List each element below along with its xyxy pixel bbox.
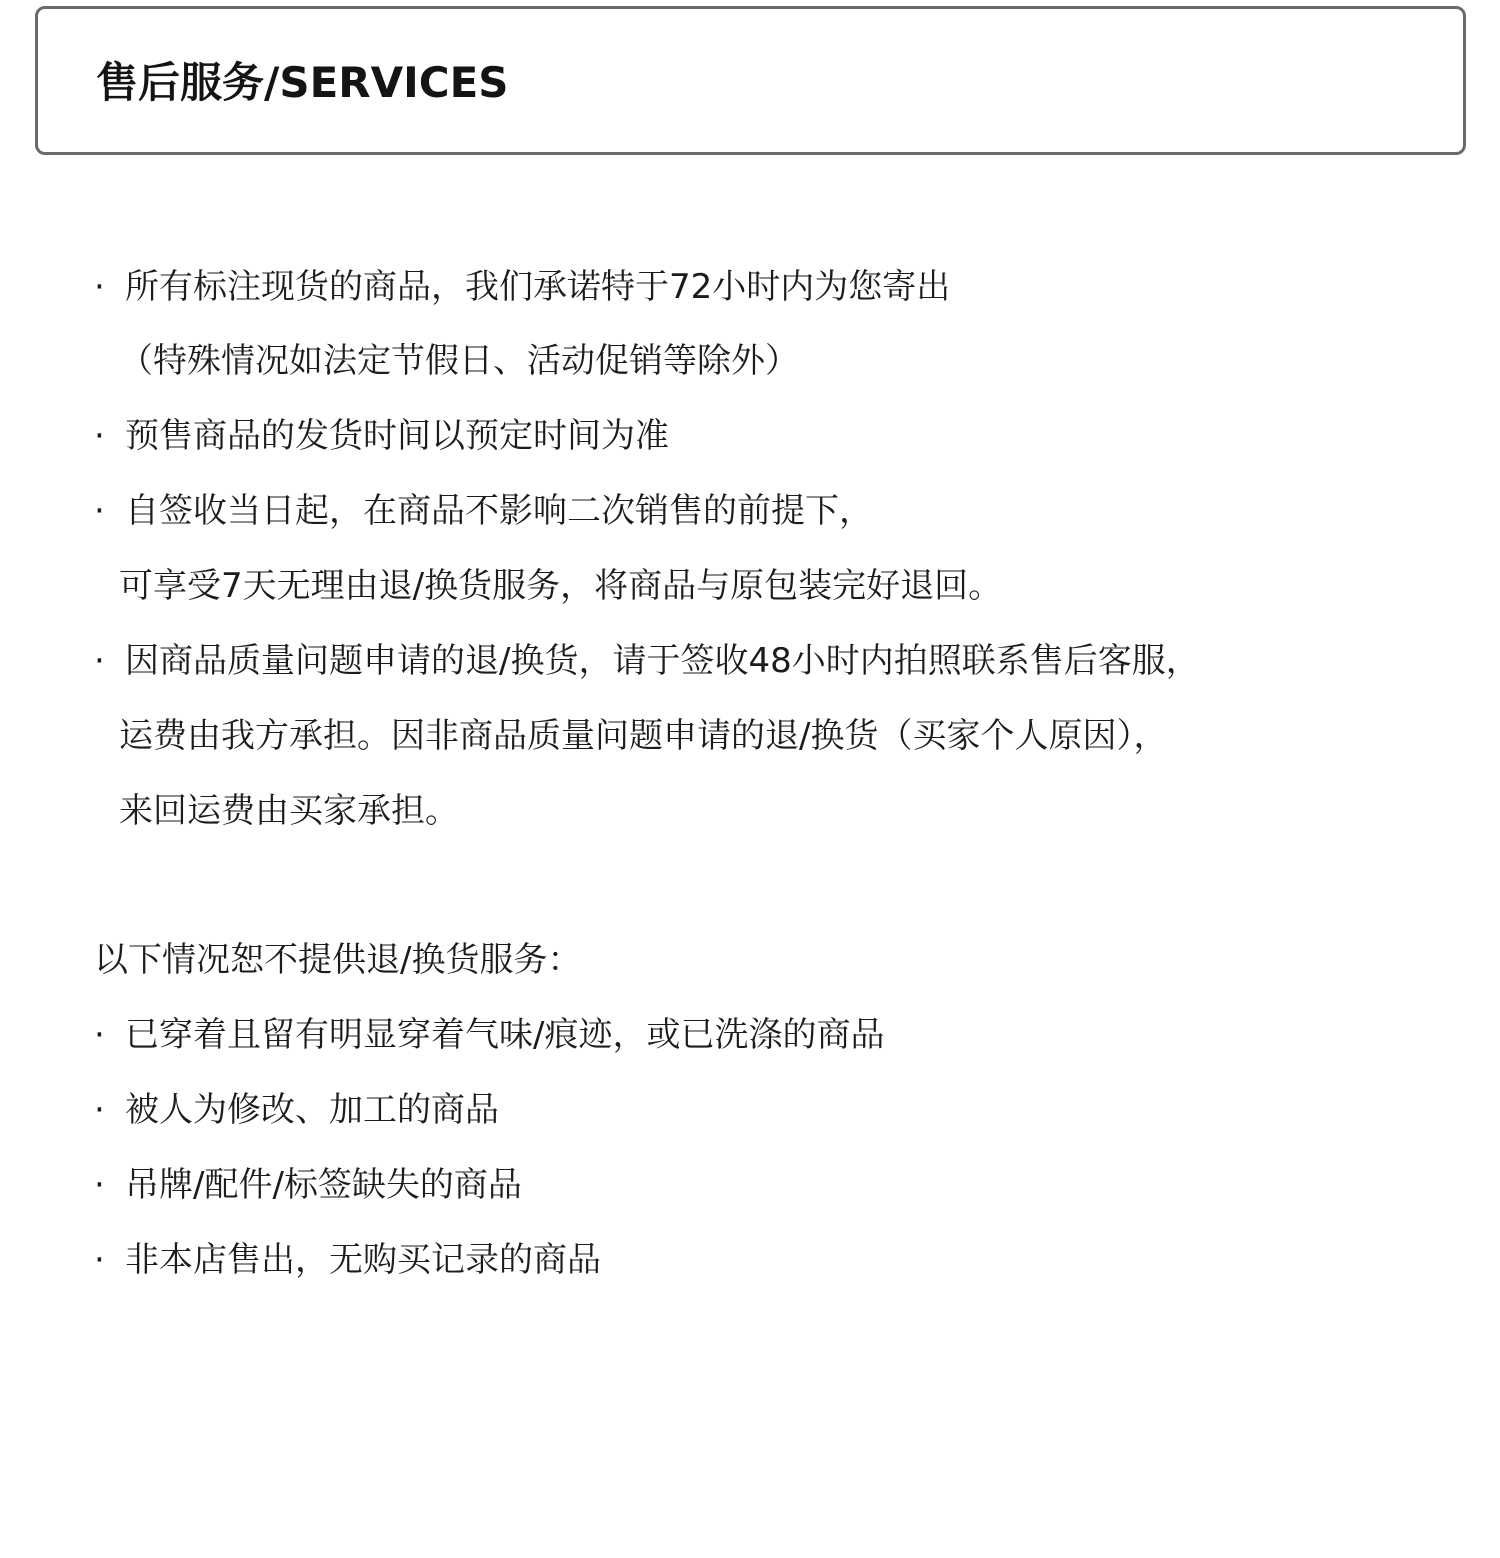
exclusion-item-4-text: 非本店售出，无购买记录的商品: [125, 1240, 601, 1280]
exclusion-item-3-text: 吊牌/配件/标签缺失的商品: [125, 1165, 522, 1205]
section-title: 售后服务/SERVICES: [96, 58, 509, 107]
exclusion-item-1: [94, 1015, 884, 1055]
bullet-icon: ·: [94, 416, 105, 456]
policy-item-3-line-2: 可享受7天无理由退/换货服务，将商品与原包装完好退回。: [119, 566, 1003, 606]
bullet-icon: ·: [94, 1015, 105, 1055]
policy-item-1-continuation: [94, 341, 799, 381]
bullet-icon: ·: [94, 491, 105, 531]
section-header-box: [35, 6, 1466, 155]
policy-item-4-line-2: 运费由我方承担。因非商品质量问题申请的退/换货（买家个人原因），: [119, 716, 1168, 756]
policy-item-4-line-1: 因商品质量问题申请的退/换货，请于签收48小时内拍照联系售后客服，: [125, 641, 1200, 681]
exclusion-item-1-text: 已穿着且留有明显穿着气味/痕迹，或已洗涤的商品: [125, 1015, 885, 1055]
bullet-icon: ·: [94, 1240, 105, 1280]
policy-item-3: [94, 491, 873, 531]
bullet-icon: ·: [94, 267, 105, 307]
policy-item-4-continuation-1: [94, 716, 1167, 756]
policy-item-2: [94, 416, 669, 456]
policy-item-3-line-1: 自签收当日起，在商品不影响二次销售的前提下，: [125, 491, 873, 531]
exclusion-item-3: [94, 1165, 522, 1205]
policy-item-3-continuation: [94, 566, 1002, 606]
bullet-icon: ·: [94, 1090, 105, 1130]
policy-item-4-line-3: 来回运费由买家承担。: [119, 791, 459, 831]
exclusion-item-4: [94, 1240, 601, 1280]
exclusions-heading: 以下情况恕不提供退/换货服务：: [94, 940, 582, 980]
policy-item-1-line-2: （特殊情况如法定节假日、活动促销等除外）: [119, 341, 799, 381]
policy-item-4: [94, 641, 1200, 681]
bullet-icon: ·: [94, 1165, 105, 1205]
exclusion-item-2: [94, 1090, 499, 1130]
bullet-icon: ·: [94, 641, 105, 681]
policy-item-1-line-1: 所有标注现货的商品，我们承诺特于72小时内为您寄出: [125, 267, 951, 307]
policy-item-2-line-1: 预售商品的发货时间以预定时间为准: [125, 416, 669, 456]
exclusion-item-2-text: 被人为修改、加工的商品: [125, 1090, 499, 1130]
policy-item-4-continuation-2: [94, 791, 459, 831]
policy-item-1: [94, 267, 950, 307]
